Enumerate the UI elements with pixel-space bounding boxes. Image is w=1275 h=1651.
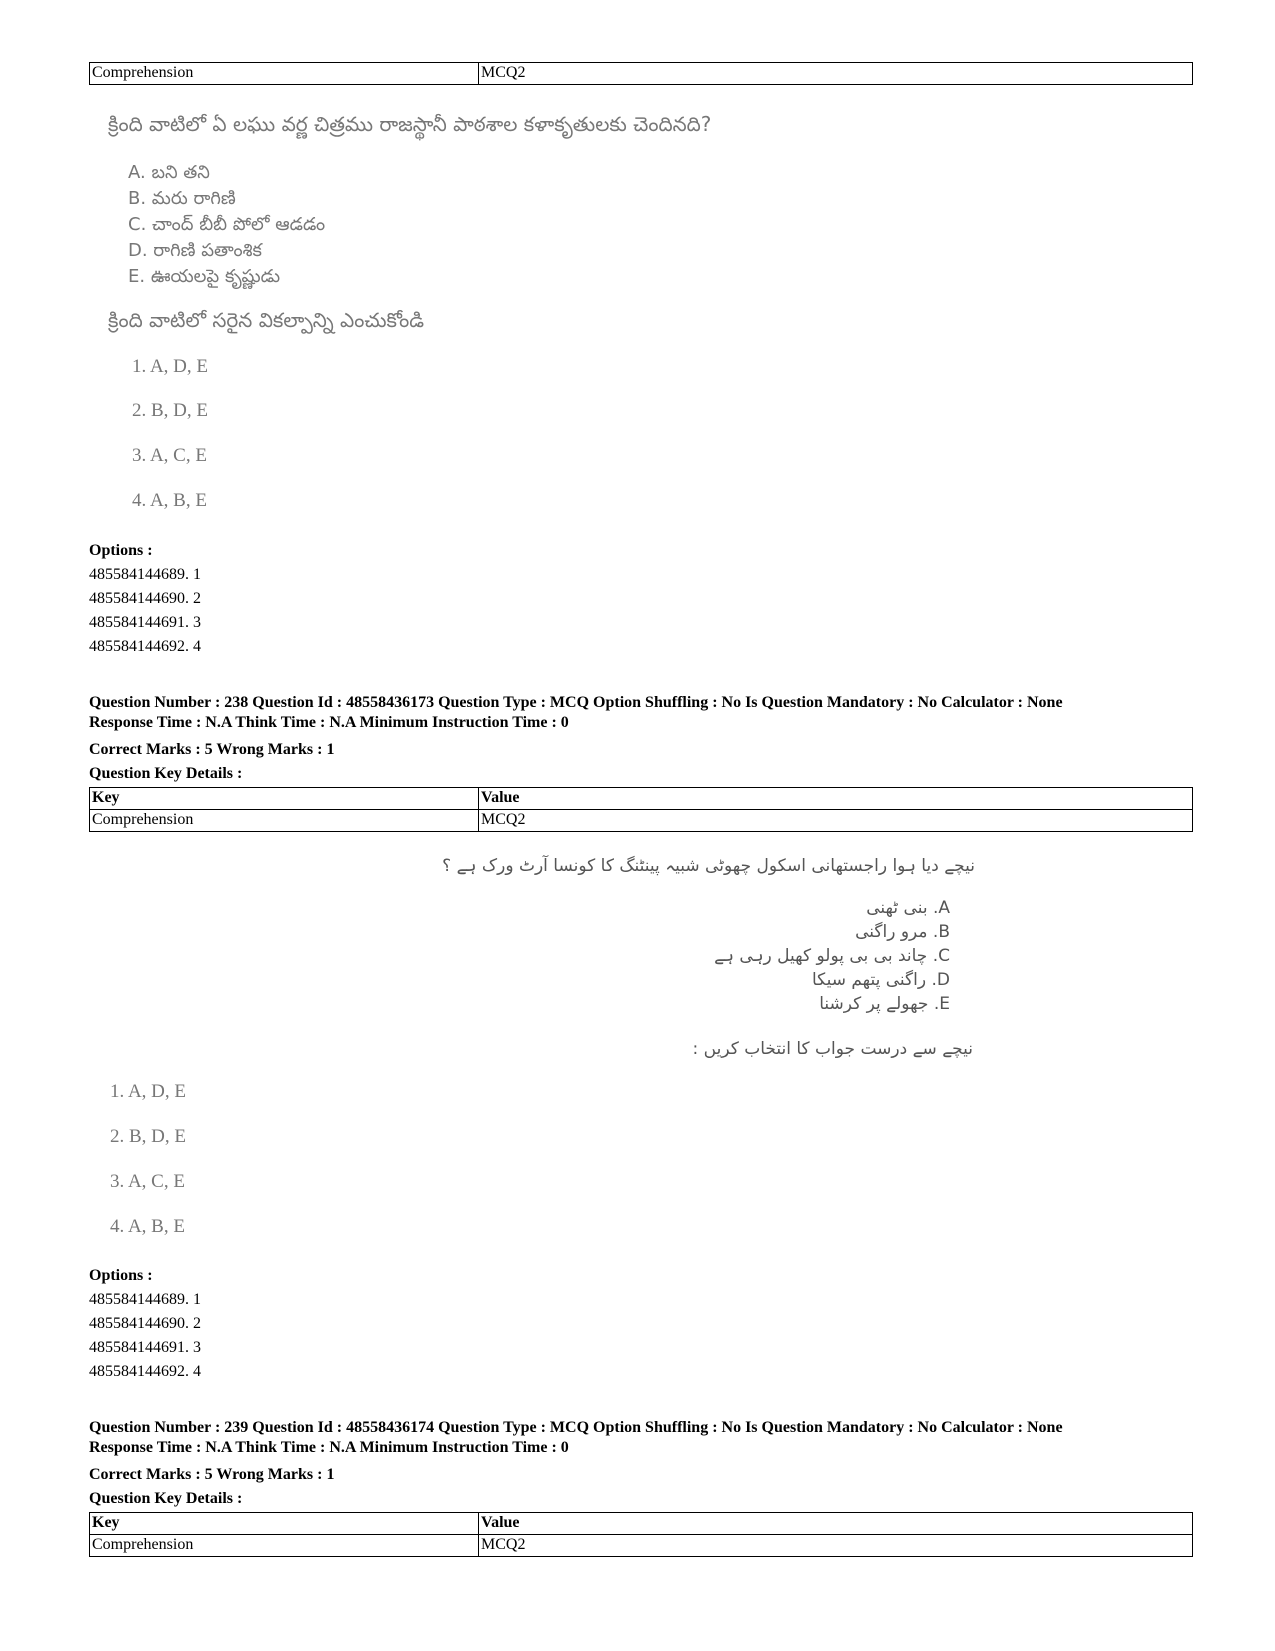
q237-key-table <box>89 62 1193 85</box>
list-item: B. మరు రాగిణి <box>128 188 236 209</box>
q239-meta <box>89 1418 1209 1458</box>
q237-choice-4: 4. A, B, E <box>132 490 207 511</box>
q239-key-details-label: Question Key Details : <box>89 1490 243 1507</box>
list-item: D. రాగిణి పతాంశిక <box>128 240 262 261</box>
q237-instruction: క్రింది వాటిలో సరైన వికల్పాన్ని ఎంచుకోండి <box>108 308 425 332</box>
q237-choice-2: 2. B, D, E <box>132 400 208 421</box>
key-cell: Comprehension <box>90 1535 479 1557</box>
q238-choice-1: 1. A, D, E <box>110 1081 186 1102</box>
q239-marks: Correct Marks : 5 Wrong Marks : 1 <box>89 1466 335 1483</box>
list-item: A. బని తని <box>128 162 210 183</box>
option-item: 485584144692. 4 <box>89 1363 201 1380</box>
list-item: E. جھولے پر کرشنا <box>819 994 950 1014</box>
q238-options <box>89 1264 201 1384</box>
list-item: C. చాంద్ బీబీ పోలో ఆడడం <box>128 214 326 235</box>
q238-key-table <box>89 787 1193 832</box>
table-row <box>90 1535 1193 1557</box>
key-header: Key <box>90 788 479 810</box>
q238-question-text: نیچے دیا ہوا راجستھانی اسکول چھوٹی شبیہ پینٹنگ کا کونسا آرٹ ورک ہے ؟ <box>442 856 975 876</box>
question-meta-line: Question Number : 238 Question Id : 48558436173 Question Type : MCQ Option Shuffling : No Is Question Mandatory : No Calculator : None <box>89 694 1063 711</box>
q238-meta <box>89 693 1209 733</box>
key-cell: Comprehension <box>90 63 479 85</box>
list-item: D. راگنی پتھم سیکا <box>812 970 950 990</box>
list-item: C. چاند بی بی پولو کھیل رہی ہے <box>714 946 950 966</box>
option-item: 485584144691. 3 <box>89 1339 201 1356</box>
table-row <box>90 810 1193 832</box>
q238-choice-4: 4. A, B, E <box>110 1216 185 1237</box>
key-cell: Comprehension <box>90 810 479 832</box>
q238-choice-3: 3. A, C, E <box>110 1171 185 1192</box>
q239-key-table <box>89 1512 1193 1557</box>
question-meta-line: Question Number : 239 Question Id : 48558436174 Question Type : MCQ Option Shuffling : No Is Question Mandatory : No Calculator : None <box>89 1419 1063 1436</box>
list-item: E. ఊయలపై కృష్ణుడు <box>128 266 281 287</box>
table-header-row <box>90 788 1193 810</box>
list-item: B. مرو راگنی <box>855 922 950 942</box>
value-header: Value <box>479 1513 1193 1535</box>
question-meta-line: Response Time : N.A Think Time : N.A Minimum Instruction Time : 0 <box>89 714 569 731</box>
key-header: Key <box>90 1513 479 1535</box>
q237-options <box>89 539 201 659</box>
q238-key-details-label: Question Key Details : <box>89 765 243 782</box>
options-title: Options : <box>89 1267 153 1284</box>
q238-instruction: نیچے سے درست جواب کا انتخاب کریں : <box>692 1039 973 1059</box>
q237-choice-3: 3. A, C, E <box>132 445 207 466</box>
option-item: 485584144689. 1 <box>89 1291 201 1308</box>
q237-question-text: క్రింది వాటిలో ఏ లఘు వర్ణ చిత్రము రాజస్థానీ పాఠశాల కళాకృతులకు చెందినది? <box>108 112 712 136</box>
option-item: 485584144689. 1 <box>89 566 201 583</box>
option-item: 485584144690. 2 <box>89 1315 201 1332</box>
q238-choice-2: 2. B, D, E <box>110 1126 186 1147</box>
value-cell: MCQ2 <box>479 63 1193 85</box>
q237-item-list <box>128 160 325 290</box>
option-item: 485584144692. 4 <box>89 638 201 655</box>
q238-marks: Correct Marks : 5 Wrong Marks : 1 <box>89 741 335 758</box>
option-item: 485584144691. 3 <box>89 614 201 631</box>
table-header-row <box>90 1513 1193 1535</box>
q237-choice-1: 1. A, D, E <box>132 356 208 377</box>
question-meta-line: Response Time : N.A Think Time : N.A Minimum Instruction Time : 0 <box>89 1439 569 1456</box>
table-row <box>90 63 1193 85</box>
q238-item-list <box>714 896 950 1016</box>
option-item: 485584144690. 2 <box>89 590 201 607</box>
value-cell: MCQ2 <box>479 1535 1193 1557</box>
options-title: Options : <box>89 542 153 559</box>
value-cell: MCQ2 <box>479 810 1193 832</box>
value-header: Value <box>479 788 1193 810</box>
list-item: A. بنی ٹھنی <box>866 898 950 918</box>
